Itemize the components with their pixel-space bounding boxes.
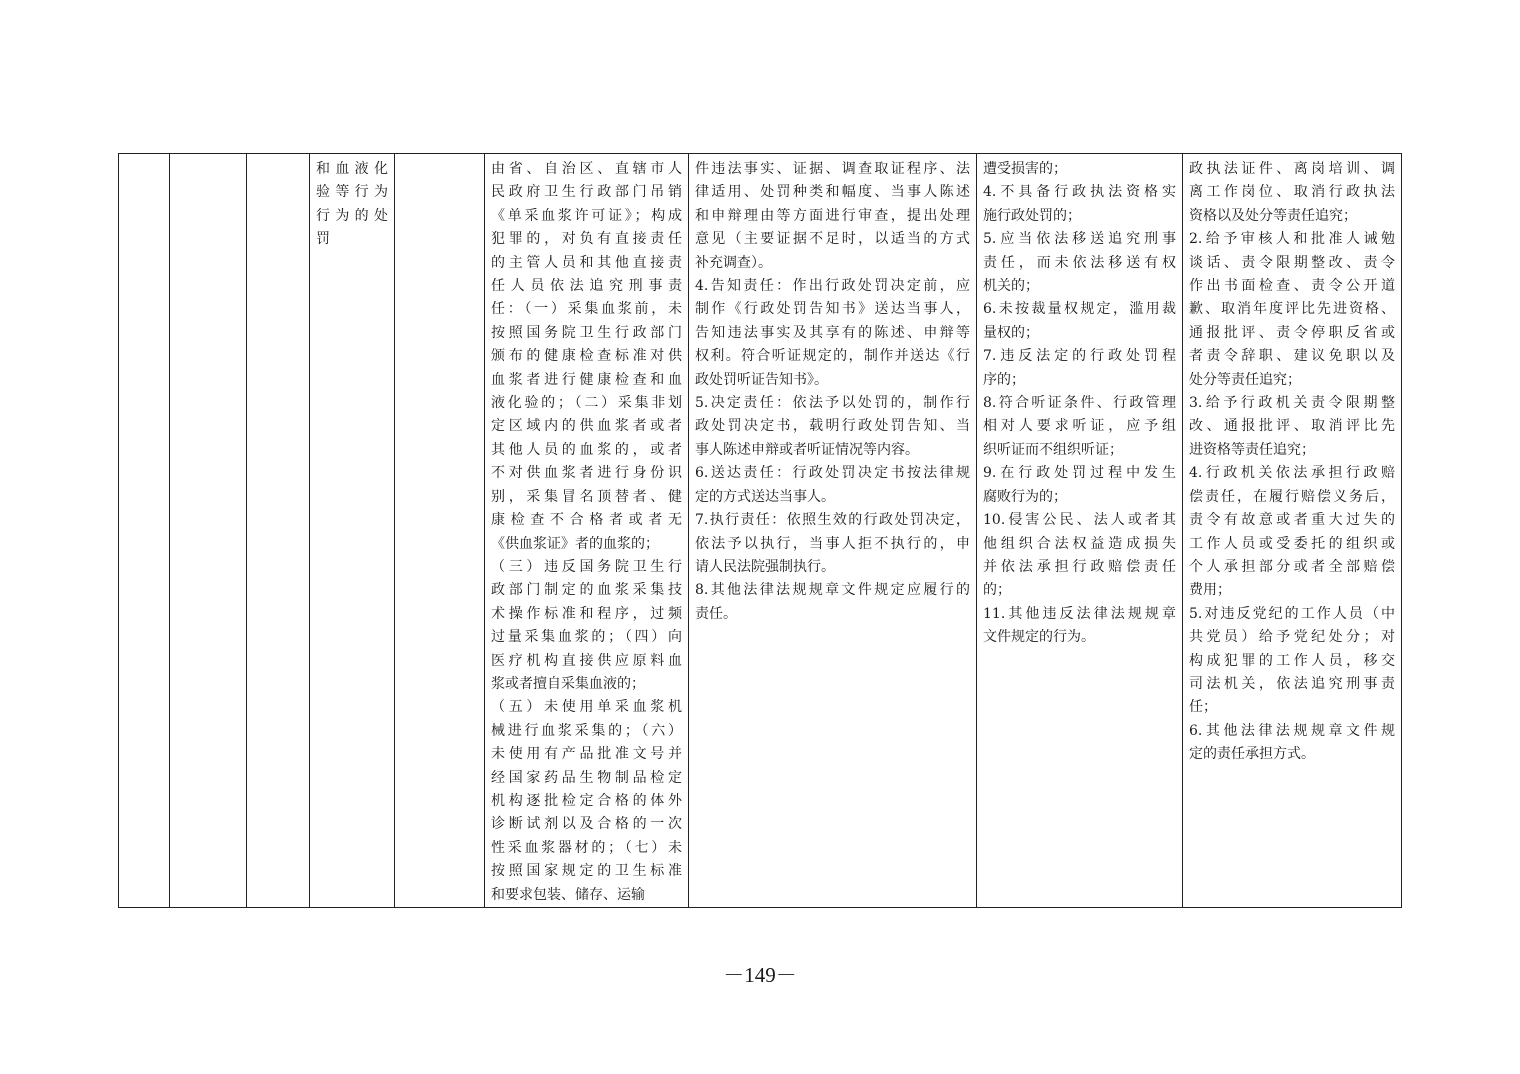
cell-text-line: 改、通报批评、取消评比先 [1189,418,1395,435]
cell-text-line: 按照国务院卫生行政部门 [491,324,682,341]
cell-text-line: 2.给予审核人和批准人诫勉 [1189,231,1395,248]
cell-text-line: 10.侵害公民、法人或者其 [983,512,1176,529]
cell-text-line: 的； [983,582,1011,599]
cell-text-line: 不对供血浆者进行身份识 [491,465,682,482]
cell-text-line: 犯罪的，对负有直接责任 [491,231,682,248]
cell-text-line: 别，采集冒名顶替者、健 [491,488,682,505]
cell-text-line: 4.行政机关依法承担行政赔 [1189,465,1395,482]
cell-text-line: 依法予以执行，当事人拒不执行的，申 [695,535,970,552]
cell-text-line: 通报批评、责令停职反省或 [1189,324,1395,341]
cell-text-line: 性采血浆器材的；（七）未 [491,839,682,856]
cell-text-line: 歉、取消年度评比先进资格、 [1189,301,1395,318]
cell-text-line: 相对人要求听证，应予组 [983,418,1176,435]
cell-text-line: 康检查不合格者或者无 [491,512,682,529]
cell-text-line: 8.符合听证条件、行政管理 [983,395,1176,412]
cell-text-line: 偿责任，在履行赔偿义务后， [1189,488,1395,505]
cell-text-line: 施行政处罚的； [983,207,1081,224]
cell-text-line: 术操作标准和程序，过频 [491,605,682,622]
cell-item-name [310,154,395,908]
cell-text-line: 经国家药品生物制品检定 [491,769,682,786]
cell-text-line: 件违法事实、证据、调查取证程序、法 [695,161,970,177]
cell-text-line: 告知违法事实及其享有的陈述、申辩等 [695,324,970,341]
cell-accountability [977,154,1183,908]
cell-text-line: 未使用有产品批准文号并 [491,746,682,763]
cell-text-line: 的主管人员和其他直接责 [491,254,682,271]
cell-text-line: 量权的； [983,324,1039,341]
cell-text-line: 民政府卫生行政部门吊销 [491,184,682,201]
cell-text-line: 政处罚决定书，载明行政处罚告知、当 [695,418,970,435]
cell-text-line: 和血液化 [316,161,388,177]
cell-text-line: 颁布的健康检查标准对供 [491,348,682,365]
cell-text-line: 和申辩理由等方面进行审查，提出处理 [695,207,970,224]
cell-empty-3 [247,154,310,908]
cell-text-line: 责任。 [695,605,737,622]
cell-text-line: 政执法证件、离岗培训、调 [1189,161,1395,177]
cell-legal-basis [485,154,689,908]
cell-text-line: 5.应当依法移送追究刑事 [983,231,1176,248]
cell-text-line: 任； [1189,699,1217,716]
cell-text-line: 罚 [316,231,330,248]
cell-text-line: 4.告知责任：作出行政处罚决定前，应 [695,278,970,295]
cell-text-line: 司法机关，依法追究刑事责 [1189,675,1395,692]
cell-text-line: 费用； [1189,582,1231,599]
cell-text-line: 液化验的；（二）采集非划 [491,395,682,412]
cell-text-line: 责任，而未依法移送有权 [983,254,1176,271]
cell-text-line: 遭受损害的； [983,161,1067,177]
cell-text-line: 制作《行政处罚告知书》送达当事人， [695,301,970,318]
cell-responsibility [689,154,977,908]
cell-text-line: 构成犯罪的工作人员，移交 [1189,652,1395,669]
cell-text-line: 并依法承担行政赔偿责任 [983,558,1176,575]
cell-text-line: 政部门制定的血浆采集技 [491,582,682,599]
cell-text-line: 验等行为 [316,184,388,201]
cell-text-line: 机构逐批检定合格的体外 [491,792,682,809]
cell-text-line: 7.违反法定的行政处罚程 [983,348,1176,365]
cell-text-line: 5.决定责任：依法予以处罚的，制作行 [695,395,970,412]
cell-text-line: 工作人员或受委托的组织或 [1189,535,1395,552]
cell-text-line: 浆或者擅自采集血液的； [491,675,645,692]
cell-text-line: 6.其他法律法规规章文件规 [1189,722,1395,739]
cell-text-line: 11.其他违反法律法规规章 [983,605,1176,622]
cell-text-line: 械进行血浆采集的；（六） [491,722,682,739]
page-number: －149－ [723,963,797,987]
cell-text-line: 处分等责任追究； [1189,371,1301,388]
cell-text-line: 9.在行政处罚过程中发生 [983,465,1176,482]
cell-text-line: （三）违反国务院卫生行 [491,558,682,575]
cell-text-line: 律适用、处罚种类和幅度、当事人陈述 [695,184,970,201]
cell-empty-2 [170,154,247,908]
cell-text-line: 和要求包装、储存、运输 [491,886,645,903]
content-table [118,153,1402,908]
cell-text-line: 谈话、责令限期整改、责令 [1189,254,1395,271]
cell-text-line: 政处罚听证告知书》。 [695,371,828,388]
cell-text-line: 4.不具备行政执法资格实 [983,184,1176,201]
cell-text-line: 补充调查）。 [695,254,772,271]
cell-text-line: 离工作岗位、取消行政执法 [1189,184,1395,201]
cell-accountability-methods [1183,154,1402,908]
cell-text-line: 共党员）给予党纪处分；对 [1189,629,1395,646]
cell-text-line: 任人员依法追究刑事责 [491,278,682,295]
cell-text-line: 机关的； [983,278,1039,295]
cell-text-line: 文件规定的行为。 [983,629,1095,646]
cell-text-line: 进资格等责任追究； [1189,441,1315,458]
cell-text-line: 织听证而不组织听证； [983,441,1123,458]
cell-text-line: 血浆者进行健康检查和血 [491,371,682,388]
cell-text-line: 7.执行责任：依照生效的行政处罚决定， [695,512,970,529]
cell-text-line: 个人承担部分或者全部赔偿 [1189,558,1395,575]
cell-text-line: 腐败行为的； [983,488,1067,505]
cell-text-line: 事人陈述申辩或者听证情况等内容。 [695,441,919,458]
cell-text-line: 过量采集血浆的；（四）向 [491,629,682,646]
cell-text-line: 定的方式送达当事人。 [695,488,835,505]
cell-text-line: 6.未按裁量权规定，滥用裁 [983,301,1176,318]
cell-text-line: 8.其他法律法规规章文件规定应履行的 [695,582,970,599]
cell-text-line: 者责令辞职、建议免职以及 [1189,348,1395,365]
cell-text-line: 请人民法院强制执行。 [695,558,835,575]
cell-text-line: 序的； [983,371,1025,388]
cell-empty-1 [119,154,170,908]
cell-text-line: （五）未使用单采血浆机 [491,699,682,716]
cell-text-line: 由省、自治区、直辖市人 [491,161,682,177]
table-row [119,154,1402,908]
cell-text-line: 作出书面检查、责令公开道 [1189,278,1395,295]
cell-text-line: 按照国家规定的卫生标准 [491,863,682,880]
cell-text-line: 任：（一）采集血浆前，未 [491,301,682,318]
cell-text-line: 资格以及处分等责任追究； [1189,207,1357,224]
cell-text-line: 责令有故意或者重大过失的 [1189,512,1395,529]
cell-text-line: 《单采血浆许可证》；构成 [491,207,682,224]
cell-text-line: 行为的处 [316,207,388,224]
cell-text-line: 诊断试剂以及合格的一次 [491,816,682,833]
cell-text-line: 其他人员的血浆的，或者 [491,441,682,458]
cell-text-line: 他组织合法权益造成损失 [983,535,1176,552]
cell-empty-5 [395,154,485,908]
cell-text-line: 《供血浆证》者的血浆的； [491,535,659,552]
cell-text-line: 医疗机构直接供应原料血 [491,652,682,669]
cell-text-line: 5.对违反党纪的工作人员（中 [1189,605,1395,622]
cell-text-line: 定的责任承担方式。 [1189,746,1315,763]
cell-text-line: 6.送达责任：行政处罚决定书按法律规 [695,465,970,482]
cell-text-line: 3.给予行政机关责令限期整 [1189,395,1395,412]
cell-text-line: 权利。符合听证规定的，制作并送达《行 [695,348,970,365]
cell-text-line: 意见（主要证据不足时，以适当的方式 [695,231,970,248]
cell-text-line: 定区域内的供血浆者或者 [491,418,682,435]
